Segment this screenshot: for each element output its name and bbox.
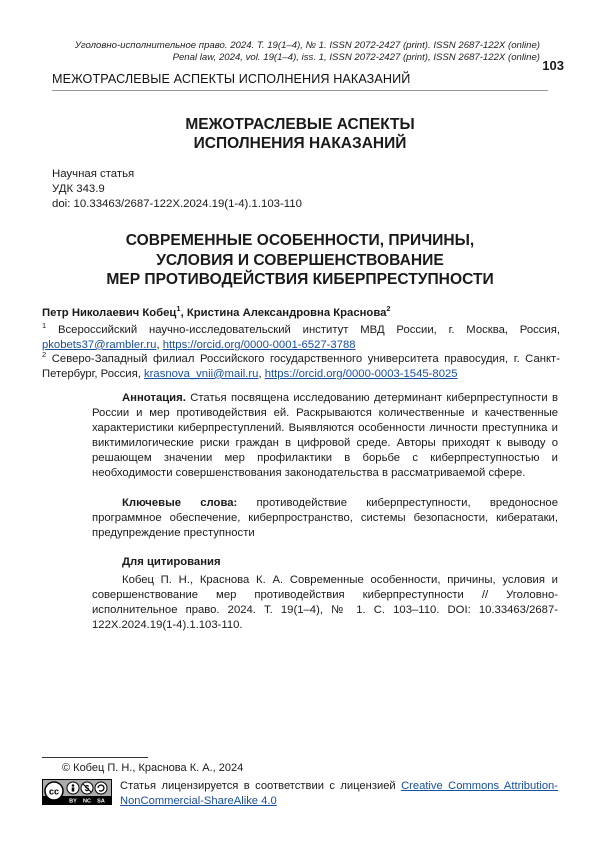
copyright: © Кобец П. Н., Краснова К. А., 2024: [62, 762, 243, 774]
doi: doi: 10.33463/2687-122X.2024.19(1-4).1.103-110: [52, 197, 302, 211]
license-link[interactable]: Creative Commons Attribution-NonCommercial-ShareAlike 4.0: [120, 780, 558, 807]
email-link-1[interactable]: pkobets37@rambler.ru: [42, 339, 156, 351]
article-title-line3: МЕР ПРОТИВОДЕЙСТВИЯ КИБЕРПРЕСТУПНОСТИ: [0, 270, 600, 290]
cc-badge-nc: NC: [83, 799, 91, 805]
article-title-line1: СОВРЕМЕННЫЕ ОСОБЕННОСТИ, ПРИЧИНЫ,: [0, 231, 600, 251]
section-header: МЕЖОТРАСЛЕВЫЕ АСПЕКТЫ ИСПОЛНЕНИЯ НАКАЗАНИЙ: [52, 72, 410, 86]
author-2-mark: 2: [386, 304, 390, 313]
cc-license-badge[interactable]: [42, 779, 112, 805]
affiliation-2: 2 Северо-Западный филиал Российского государственного университета правосудия, г. Санкт-Петербург, Россия, krasnova_vnii@mail.ru, https://orcid.org/0000-0003-1545-8025: [42, 347, 560, 382]
cc-by-nc-sa-icon: [43, 780, 111, 804]
abstract-text: Статья посвящена исследованию детерминант киберпреступности в России и мер противодействия ей. Раскрываются количественные и качественные характеристики киберпреступлений. Выявляются особенности личности преступника и виктимилогические риски граждан в цифровой среде. Авторы приходят к выводу о решающем значении мер профилактики в борьбе с киберпреступностью и необходимости совершенствования законодательства в рассматриваемой сфере.: [92, 392, 558, 479]
author-1-mark: 1: [176, 304, 180, 313]
affiliation-1: 1 Всероссийский научно-исследовательский институт МВД России, г. Москва, Россия, pkobets37@rambler.ru, https://orcid.org/0000-0001-6527-3788: [42, 318, 560, 353]
author-2: Кристина Александровна Краснова: [187, 307, 387, 319]
authors: Петр Николаевич Кобец1, Кристина Александровна Краснова2: [42, 304, 391, 319]
keywords-label: Ключевые слова:: [122, 497, 237, 509]
license-text: Статья лицензируется в соответствии с лицензией: [120, 780, 401, 792]
orcid-link-1[interactable]: https://orcid.org/0000-0001-6527-3788: [163, 339, 356, 351]
section-title-line2: ИСПОЛНЕНИЯ НАКАЗАНИЙ: [0, 134, 600, 153]
cc-badge-sa: SA: [97, 799, 105, 805]
email-link-2[interactable]: krasnova_vnii@mail.ru: [144, 368, 258, 380]
orcid-link-2[interactable]: https://orcid.org/0000-0003-1545-8025: [265, 368, 458, 380]
keywords-text: противодействие киберпреступности, вредоносное программное обеспечение, киберпространство, системы безопасности, кибератаки, предупреждение преступности: [92, 497, 558, 539]
section-title: [0, 115, 600, 153]
udc: УДК 343.9: [52, 182, 105, 196]
page-number: 103: [542, 58, 564, 73]
running-header-en: Penal law, 2024, vol. 19(1–4), iss. 1, ISSN 2072-2427 (print), ISSN 2687-122X (online): [0, 52, 540, 64]
citation-label: Для цитирования: [122, 556, 221, 568]
article-type: Научная статья: [52, 167, 134, 181]
author-1: Петр Николаевич Кобец: [42, 307, 176, 319]
keywords: [92, 496, 558, 541]
citation-text: Кобец П. Н., Краснова К. А. Современные особенности, причины, условия и совершенствование мер противодействия киберпреступности // Уголовно-исполнительное право. 2024. Т. 19(1–4), № 1. С. 103–110. DOI: 10.33463/2687-122X.2024.19(1-4).1.103-110.: [92, 573, 558, 633]
section-title-line1: МЕЖОТРАСЛЕВЫЕ АСПЕКТЫ: [0, 115, 600, 134]
article-title-line2: УСЛОВИЯ И СОВЕРШЕНСТВОВАНИЕ: [0, 251, 600, 271]
cc-badge-by: BY: [69, 799, 77, 805]
header-divider: [52, 90, 548, 91]
abstract-label: Аннотация.: [122, 392, 186, 404]
abstract: [92, 391, 558, 482]
license-statement: [120, 779, 558, 809]
article-title: [0, 231, 600, 290]
cc-badge-cc: cc: [49, 787, 59, 797]
running-header-ru: Уголовно-исполнительное право. 2024. Т. 19(1–4), № 1. ISSN 2072-2427 (print). ISSN 2687-122X (online): [0, 40, 540, 52]
footnote-divider: [42, 757, 148, 758]
